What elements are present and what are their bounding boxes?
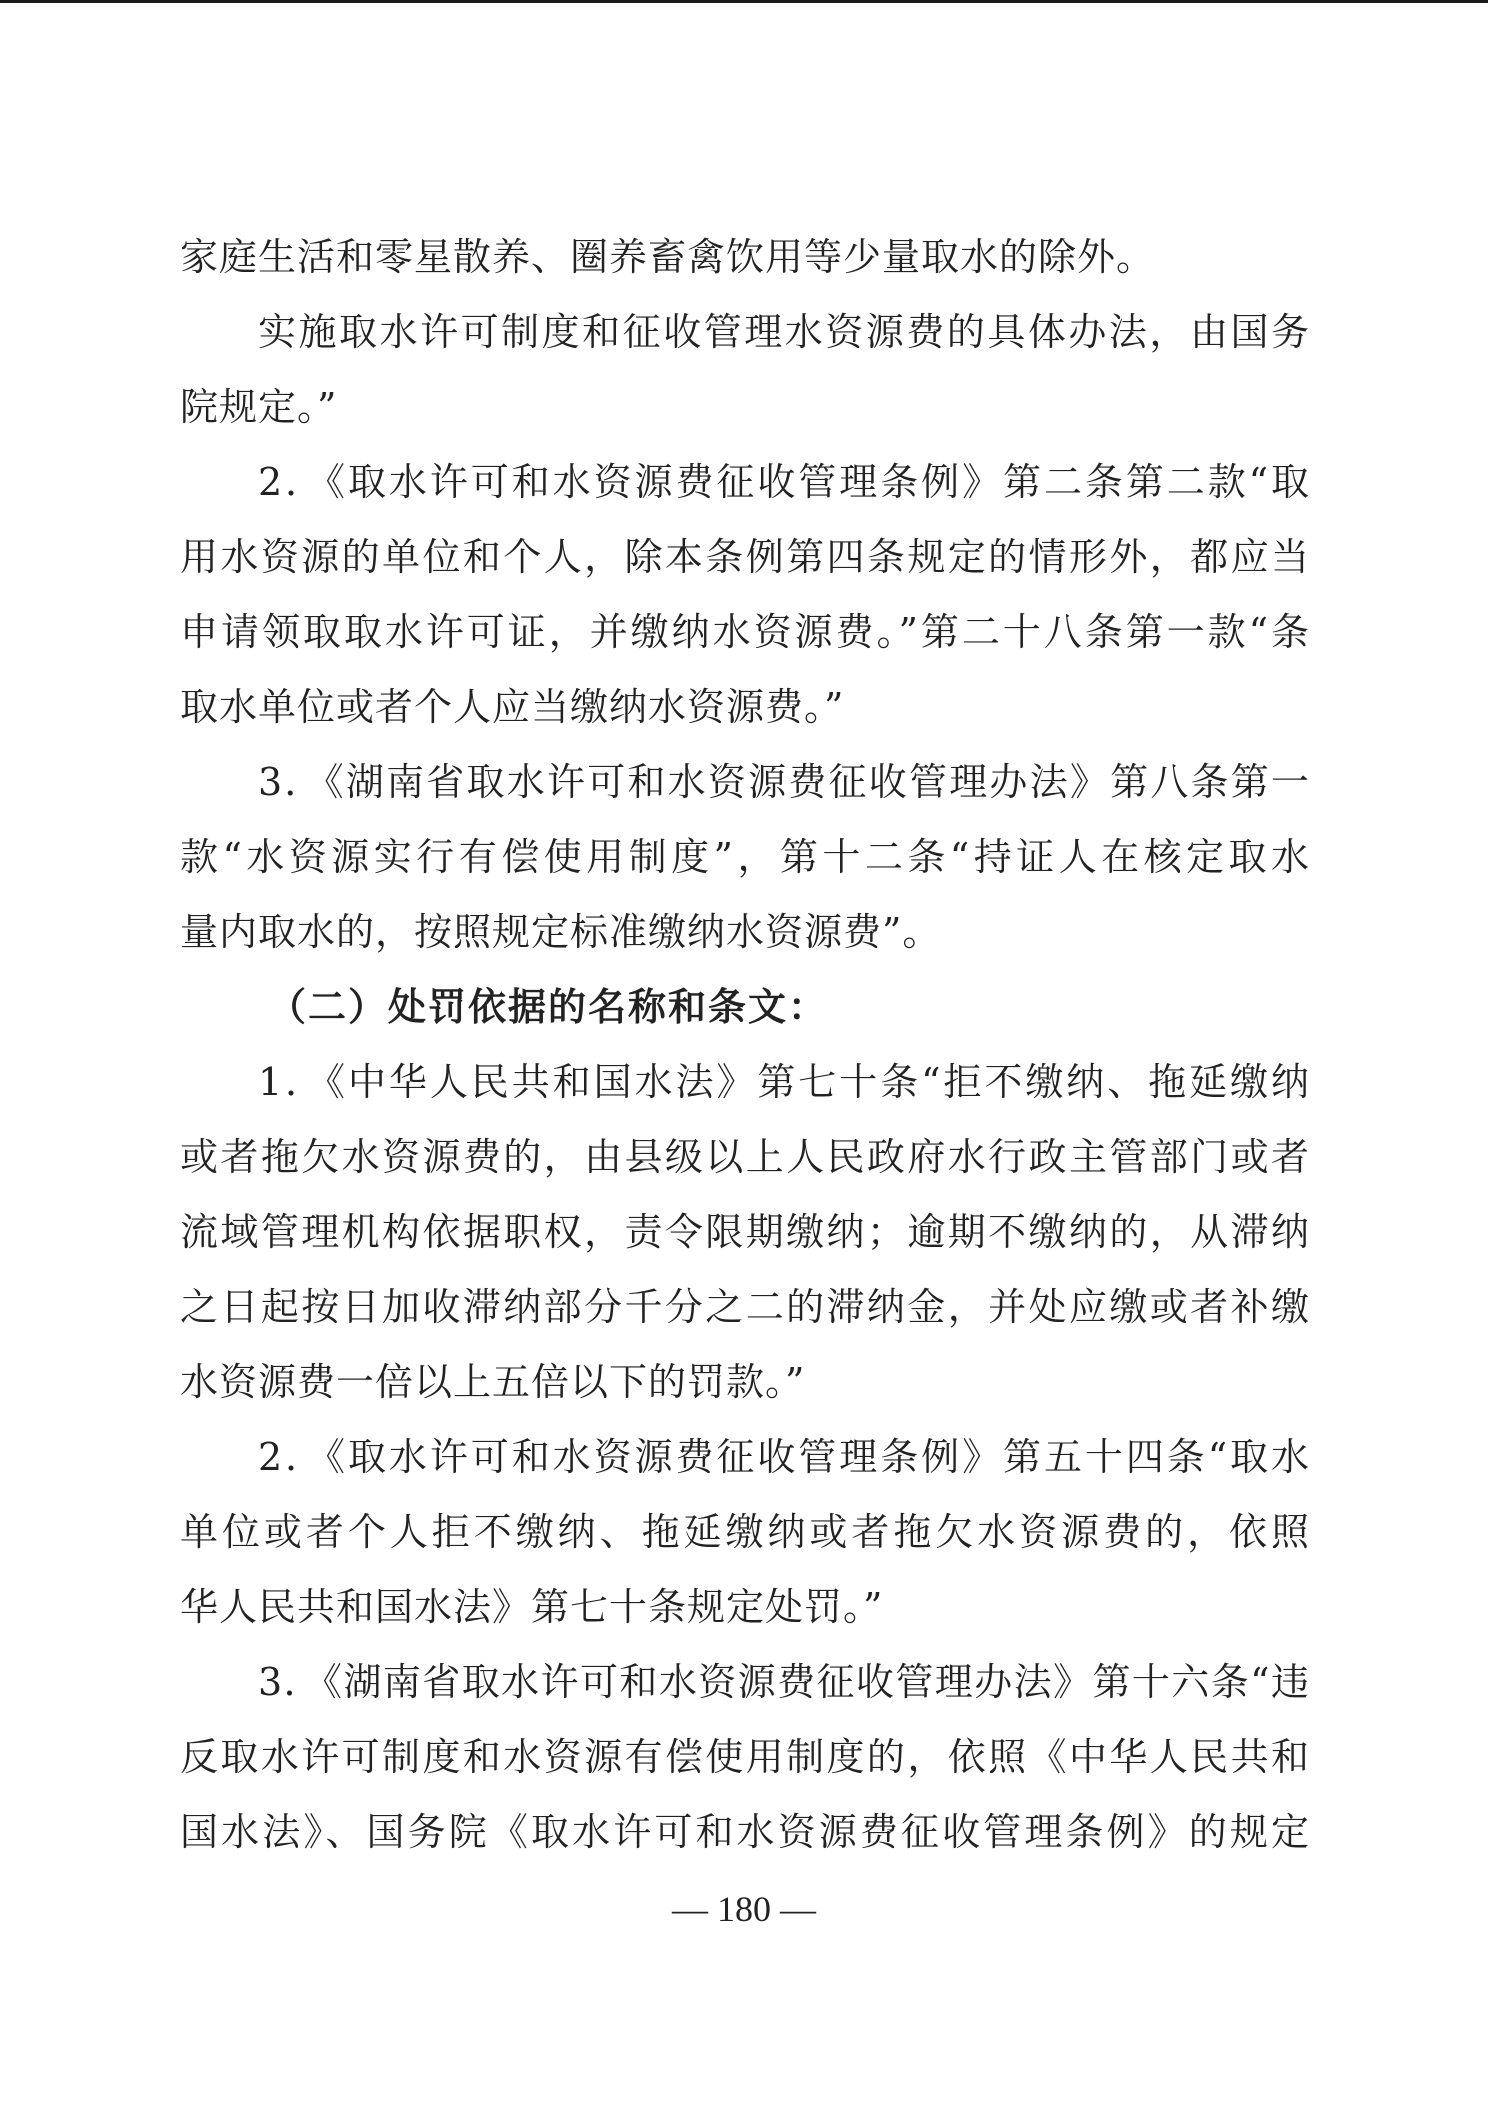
- text-line: 华人民共和国水法》第七十条规定处罚。”: [180, 1585, 884, 1629]
- text-line: 流域管理机构依据职权，责令限期缴纳；逾期不缴纳的，从滞纳: [180, 1210, 1310, 1254]
- text-line: 2．《取水许可和水资源费征收管理条例》第二条第二款“取: [258, 460, 1310, 504]
- text-line: 国水法》、国务院《取水许可和水资源费征收管理条例》的规定: [180, 1810, 1310, 1854]
- top-border-line: [0, 0, 1488, 3]
- text-line: 反取水许可制度和水资源有偿使用制度的，依照《中华人民共和: [180, 1735, 1310, 1779]
- text-line: 用水资源的单位和个人，除本条例第四条规定的情形外，都应当: [180, 535, 1310, 579]
- text-line: 申请领取取水许可证，并缴纳水资源费。”第二十八条第一款“条: [180, 610, 1310, 654]
- section-heading: （二）处罚依据的名称和条文：: [268, 985, 829, 1029]
- text-line: 家庭生活和零星散养、圈养畜禽饮用等少量取水的除外。: [180, 235, 1156, 279]
- text-line: 1．《中华人民共和国水法》第七十条“拒不缴纳、拖延缴纳: [258, 1060, 1310, 1104]
- text-line: 实施取水许可制度和征收管理水资源费的具体办法，由国务: [258, 310, 1310, 354]
- text-line: 取水单位或者个人应当缴纳水资源费。”: [180, 685, 845, 729]
- document-body: [180, 220, 1310, 1870]
- text-line: 量内取水的，按照规定标准缴纳水资源费”。: [180, 910, 942, 954]
- text-line: 之日起按日加收滞纳部分千分之二的滞纳金，并处应缴或者补缴: [180, 1285, 1310, 1329]
- page-number: — 180 —: [672, 1889, 816, 1929]
- text-line: 水资源费一倍以上五倍以下的罚款。”: [180, 1360, 806, 1404]
- text-line: 单位或者个人拒不缴纳、拖延缴纳或者拖欠水资源费的，依照: [180, 1510, 1310, 1554]
- text-line: 3．《湖南省取水许可和水资源费征收管理办法》第十六条“违: [258, 1660, 1310, 1704]
- text-line: 2．《取水许可和水资源费征收管理条例》第五十四条“取水: [258, 1435, 1310, 1479]
- text-line: 或者拖欠水资源费的，由县级以上人民政府水行政主管部门或者: [180, 1135, 1310, 1179]
- text-line: 院规定。”: [180, 385, 338, 429]
- text-line: 3．《湖南省取水许可和水资源费征收管理办法》第八条第一: [258, 760, 1310, 804]
- text-line: 款“水资源实行有偿使用制度”，第十二条“持证人在核定取水: [180, 835, 1310, 879]
